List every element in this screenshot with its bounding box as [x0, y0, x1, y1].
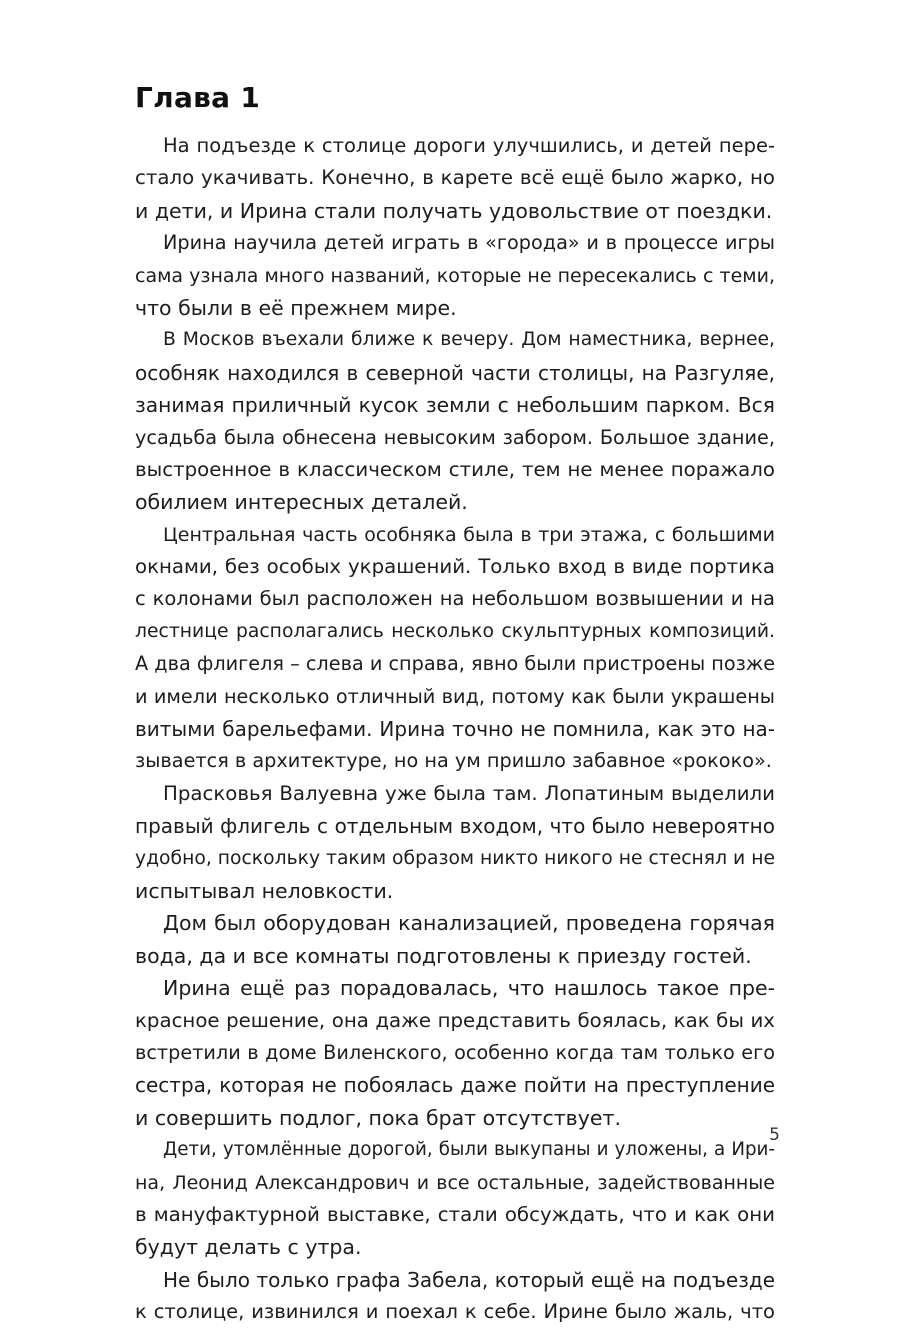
text-line: что были в её прежнем мире.: [135, 295, 457, 320]
text-line: будут делать с утра.: [135, 1235, 362, 1260]
text-line: В Москов въехали ближе к вечеру. Дом наместника, вернее,: [163, 329, 775, 351]
text-line: с колонами был расположен на небольшом возвышении и на: [135, 587, 775, 611]
text-line: к столице, извинился и поехал к себе. Ирине было жаль, что: [135, 1300, 775, 1324]
text-line: правый флигель с отдельным входом, что было невероятно: [135, 814, 775, 839]
text-line: А два флигеля – слева и справа, явно были пристроены позже: [135, 652, 776, 676]
text-line: вода, да и все комнаты подготовлены к приезду гостей.: [135, 943, 752, 968]
book-page: [135, 0, 776, 1324]
chapter-text: [135, 130, 775, 1328]
text-line: Прасковья Валуевна уже была там. Лопатиным выделили: [163, 781, 775, 805]
text-line: удобно, поскольку таким образом никто никого не стеснял и не: [135, 847, 775, 869]
text-line: зывается в архитектуре, но на ум пришло забавное «рококо».: [135, 749, 772, 773]
text-line: Дети, утомлённые дорогой, были выкупаны и уложены, а Ири-: [163, 1139, 775, 1161]
text-line: На подъезде к столице дороги улучшились, и детей пере-: [163, 134, 775, 157]
text-line: выстроенное в классическом стиле, тем не менее поражало: [135, 457, 775, 481]
text-line: Дом был оборудован канализацией, проведена горячая: [163, 911, 775, 936]
text-line: и имели несколько отличный вид, потому как были украшены: [135, 684, 775, 708]
text-line: особняк находился в северной части столицы, на Разгуляе,: [135, 360, 775, 385]
text-line: сама узнала много названий, которые не пересекались с теми,: [135, 264, 775, 287]
text-line: встретили в доме Виленского, особенно когда там только его: [135, 1040, 775, 1064]
text-line: Не было только графа Забела, который ещё на подъезде: [163, 1267, 775, 1292]
text-line: и дети, и Ирина стали получать удовольствие от поездки.: [135, 198, 773, 223]
text-line: испытывал неловкости.: [135, 878, 394, 903]
page-number: 5: [769, 1125, 780, 1145]
text-line: Ирина научила детей играть в «города» и в процессе игры: [163, 231, 775, 255]
text-line: Ирина ещё раз порадовалась, что нашлось такое пре-: [163, 976, 775, 1001]
text-line: и совершить подлог, пока брат отсутствует.: [135, 1105, 621, 1130]
text-line: красное решение, она даже представить боялась, как бы их: [135, 1008, 775, 1032]
text-line: обилием интересных деталей.: [135, 490, 468, 515]
text-line: стало укачивать. Конечно, в карете всё ещё было жарко, но: [135, 166, 775, 190]
text-line: занимая приличный кусок земли с небольшим парком. Вся: [135, 393, 775, 418]
text-line: в мануфактурной выставке, стали обсуждать, что и как они: [135, 1202, 775, 1226]
chapter-title: Глава 1: [135, 81, 261, 114]
text-line: на, Леонид Александрович и все остальные, задействованные: [135, 1171, 775, 1194]
text-line: окнами, без особых украшений. Только вход в виде портика: [135, 555, 775, 579]
text-line: усадьба была обнесена невысоким забором. Большое здание,: [135, 425, 775, 449]
text-line: Центральная часть особняка была в три этажа, с большими: [163, 523, 775, 546]
text-line: лестнице располагались несколько скульптурных композиций.: [135, 620, 775, 642]
text-line: витыми барельефами. Ирина точно не помнила, как это на-: [135, 717, 775, 742]
text-line: сестра, которая не побоялась даже пойти на преступление: [135, 1073, 775, 1098]
